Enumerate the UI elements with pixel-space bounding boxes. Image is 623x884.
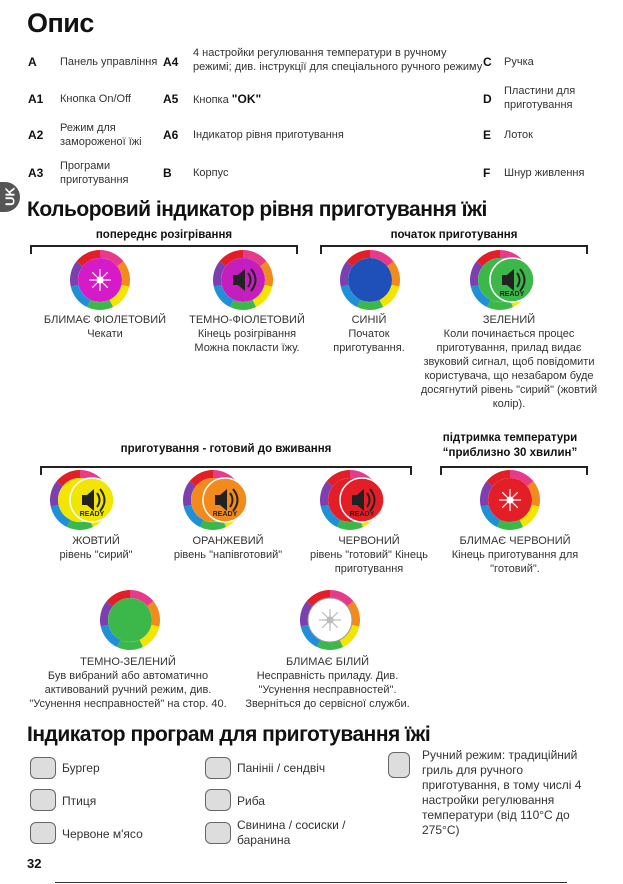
indicator-caption: [325, 313, 413, 355]
part-label: [193, 92, 393, 107]
red-meat-icon: [30, 822, 56, 844]
language-tab: [0, 182, 20, 212]
indicator-desc: рівень "сирий": [59, 549, 133, 561]
indicator-dial: [100, 590, 160, 650]
indicator-caption: [310, 534, 428, 576]
dial-center: [108, 598, 152, 642]
part-label: Пластини для приготування: [504, 85, 576, 111]
indicator-desc: Кінець розігрівання Можна покласти їжу.: [194, 328, 300, 354]
dial-svg: [70, 250, 130, 310]
indicator-desc: рівень "напівготовий": [173, 549, 283, 561]
indicator-dial: [50, 470, 135, 530]
part-label: Програми приготування: [60, 160, 129, 186]
title-color-indicator: Кольоровий індикатор рівня приготування їжі: [27, 198, 487, 221]
part-label: 4 настройки регулювання температури в ручному режимі; див. інструкції для спеціального ручного режиму: [193, 47, 483, 73]
program-label: Панініі / сендвіч: [237, 761, 326, 775]
dial-svg: [100, 590, 160, 650]
indicator-state: ТЕМНО-ФІОЛЕТОВИЙ: [189, 314, 305, 326]
indicator-dial: [300, 590, 360, 650]
ready-label: READY: [499, 291, 525, 298]
dial-svg: [213, 250, 273, 310]
indicator-desc: Несправність приладу. Див. "Усунення несправностей". Зверніться до сервісної служби.: [245, 670, 410, 710]
pork-icon: [205, 822, 231, 844]
footer-rule: [55, 882, 567, 883]
part-key: A1: [28, 92, 44, 106]
indicator-state: БЛИМАЄ БІЛИЙ: [285, 656, 370, 668]
indicator-caption: [40, 313, 170, 341]
ready-label: READY: [79, 511, 105, 518]
indicator-desc: рівень "готовий" Кінець приготування: [310, 549, 429, 575]
dial-center: [348, 258, 392, 302]
burger-icon: [30, 757, 56, 779]
manual-thermometer-icon: [388, 752, 410, 778]
part-label: Шнур живлення: [504, 167, 585, 179]
title-description: Опис: [27, 8, 94, 38]
program-label: Риба: [237, 794, 265, 808]
page-number: 32: [27, 856, 42, 871]
flash-star-icon: [499, 489, 521, 511]
part-label: Лоток: [504, 129, 533, 141]
group-start-label: початок приготування: [390, 229, 518, 241]
group-keepwarm-line2: “приблизно 30 хвилин”: [442, 447, 578, 459]
indicator-caption: [28, 655, 228, 711]
indicator-desc: Коли починається процес приготування, прилад видає звуковий сигнал, щоб повідомити користувача, що незабаром буде досягнутий рівень "сирий" (жовтий колір).: [420, 328, 598, 410]
flash-star-icon: [89, 269, 111, 291]
group-preheat-label: попереднє розігрівання: [95, 229, 233, 241]
part-label-prefix: Кнопка: [193, 94, 232, 106]
indicator-dial: [470, 250, 555, 310]
indicator-state: БЛИМАЄ ЧЕРВОНИЙ: [459, 535, 571, 547]
dial-svg: [320, 470, 405, 530]
part-key: B: [163, 166, 172, 180]
dial-svg: [470, 250, 555, 310]
part-key: E: [483, 128, 492, 142]
program-label: Свинина / сосиски / баранина: [237, 818, 346, 847]
part-key: A3: [28, 166, 44, 180]
indicator-dial: [340, 250, 400, 310]
indicator-state: СИНІЙ: [351, 314, 387, 326]
indicator-desc: Кінець приготування для "готовий".: [451, 549, 579, 575]
part-label: Кнопка On/Off: [60, 93, 131, 105]
fish-icon: [205, 789, 231, 811]
indicator-state: ОРАНЖЕВИЙ: [192, 535, 264, 547]
indicator-caption: [240, 655, 415, 711]
part-label: Корпус: [193, 167, 229, 179]
indicator-state: БЛИМАЄ ФІОЛЕТОВИЙ: [43, 314, 167, 326]
part-label: Режим для замороженої їжі: [60, 122, 142, 148]
manual-mode-desc: Ручний режим: традиційний гриль для ручного приготування, в тому числі 4 настройки регулювання температури (від 110°C до 275°C): [422, 748, 582, 837]
indicator-dial: [320, 470, 405, 530]
ready-label: READY: [212, 511, 238, 518]
indicator-state: ЖОВТИЙ: [72, 535, 120, 547]
indicator-desc: Був вибраний або автоматично активований ручний режим, див. "Усунення несправностей" на стор. 40.: [29, 670, 227, 710]
program-label: Птиця: [62, 794, 97, 808]
program-label: Червоне м'ясо: [62, 827, 143, 841]
indicator-state: ЧЕРВОНИЙ: [338, 535, 400, 547]
indicator-caption: [183, 313, 311, 355]
dial-svg: [50, 470, 135, 530]
ready-label: READY: [349, 511, 375, 518]
dial-svg: [340, 250, 400, 310]
group-keepwarm-label: [432, 431, 588, 461]
dial-svg: [480, 470, 540, 530]
indicator-caption: [440, 534, 590, 576]
indicator-dial: [183, 470, 268, 530]
part-key: A6: [163, 128, 179, 142]
part-label: Ручка: [504, 56, 534, 68]
indicator-state: ЗЕЛЕНИЙ: [482, 314, 536, 326]
part-key: A2: [28, 128, 44, 142]
indicator-caption: [163, 534, 293, 562]
indicator-dial: [213, 250, 273, 310]
indicator-caption: [40, 534, 152, 562]
dial-svg: [183, 470, 268, 530]
indicator-dial: [70, 250, 130, 310]
poultry-icon: [30, 789, 56, 811]
part-label: Панель управління: [60, 56, 158, 68]
part-key: A4: [163, 55, 179, 69]
dial-svg: [300, 590, 360, 650]
panini-icon: [205, 757, 231, 779]
language-tab-label: UK: [2, 187, 18, 206]
group-keepwarm-line1: підтримка температури: [442, 432, 578, 444]
part-label-bold: "OK": [231, 92, 262, 106]
indicator-desc: Початок приготування.: [333, 328, 405, 354]
flash-star-icon: [319, 609, 341, 631]
part-key: F: [483, 166, 491, 180]
part-key: A5: [163, 92, 179, 106]
part-key: A: [28, 55, 37, 69]
indicator-desc: Чекати: [87, 328, 123, 340]
part-key: D: [483, 92, 492, 106]
program-label: Бургер: [62, 761, 100, 775]
group-cooking-label: приготування - готовий до вживання: [120, 443, 332, 455]
part-key: C: [483, 55, 492, 69]
indicator-caption: [420, 313, 598, 411]
part-label: Індикатор рівня приготування: [193, 129, 344, 141]
indicator-dial: [480, 470, 540, 530]
indicator-state: ТЕМНО-ЗЕЛЕНИЙ: [80, 656, 176, 668]
title-program-indicator: Індикатор програм для приготування їжі: [27, 723, 431, 746]
